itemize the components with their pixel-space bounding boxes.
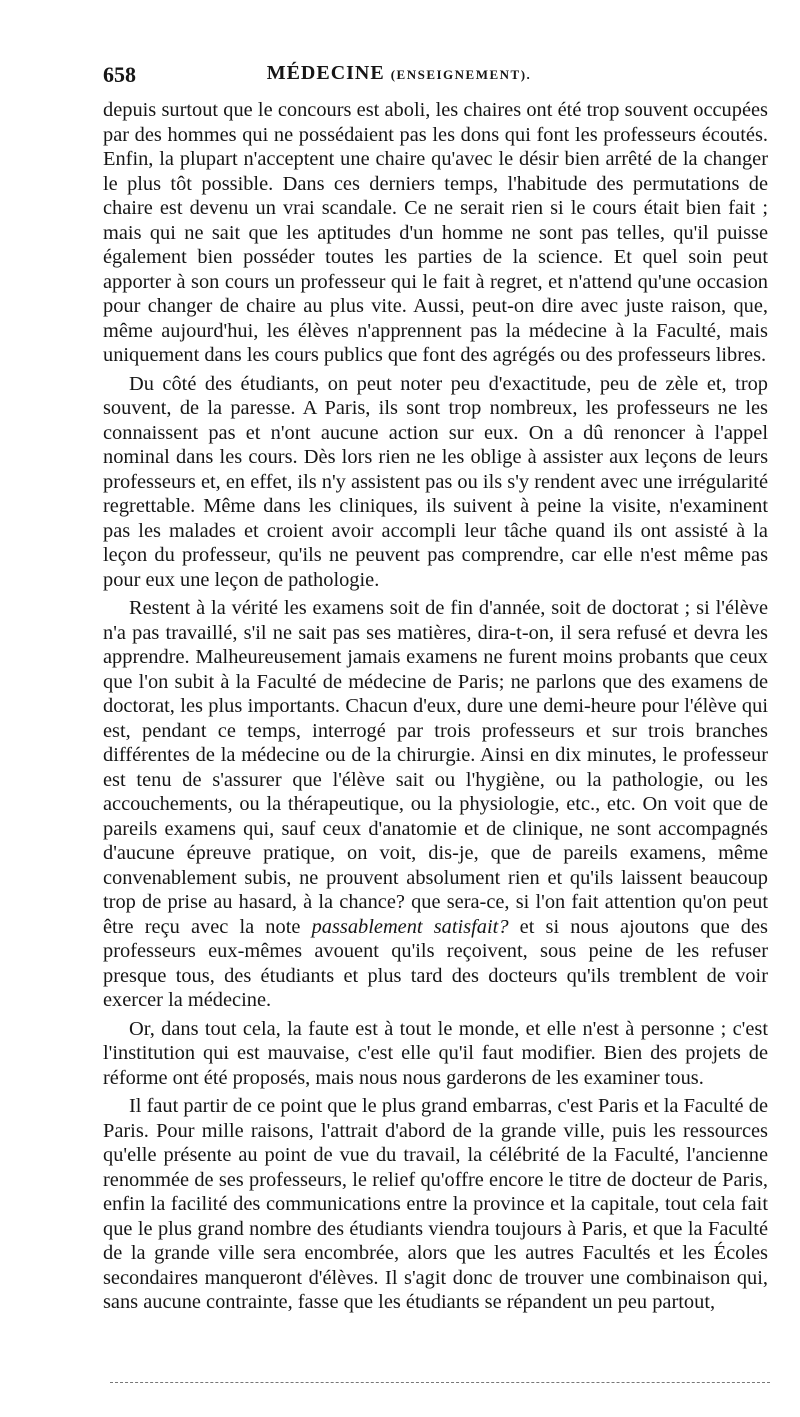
paragraph-5 bbox=[103, 1094, 768, 1315]
paragraph-4 bbox=[103, 1017, 768, 1091]
paragraph-1 bbox=[103, 98, 768, 368]
page-header bbox=[103, 62, 695, 96]
paragraph-text: depuis surtout que le concours est aboli, les chaires ont été trop souvent occupées par des hommes qui ne possédaient pas les dons qui font les professeurs écoutés. Enfin, la plupart n'acceptent une chaire qu'avec le désir bien arrêté de la changer le plus tôt possible. Dans ces derniers temps, l'habitude des permutations de chaire est devenu un vrai scandale. Ce ne serait rien si le cours était bien fait ; mais qui ne sait que les aptitudes d'un homme ne sont pas telles, qu'il puisse également bien posséder toutes les parties de la science. Et quel soin peut apporter à son cours un professeur qui le fait à regret, et n'attend qu'une occasion pour changer de chaire au plus vite. Aussi, peut-on dire avec juste raison, que, même aujourd'hui, les élèves n'apprennent pas la médecine à la Faculté, mais uniquement dans les cours publics que font des agrégés ou des professeurs libres. bbox=[103, 99, 768, 366]
paragraph-text: Du côté des étudiants, on peut noter peu d'exactitude, peu de zèle et, trop souvent, de la paresse. A Paris, ils sont trop nombreux, les professeurs ne les connaissent pas et n'ont aucune action sur eux. On a dû renoncer à l'appel nominal dans les cours. Dès lors rien ne les oblige à assister aux leçons de leurs professeurs et, en effet, ils n'y assistent pas ou ils s'y rendent avec une irrégularité regrettable. Même dans les cliniques, ils suivent à peine la visite, n'examinent pas les malades et croient avoir accompli leur tâche quand ils ont assisté à la leçon du professeur, qu'ils ne peuvent pas comprendre, car elle n'est même pas pour eux une leçon de pathologie. bbox=[103, 372, 768, 591]
paragraph-text: et si nous ajoutons que des professeurs eux-mêmes avouent qu'ils reçoivent, sous peine de les refuser presque tous, des étudiants et plus tard des docteurs qu'ils tremblent de voir exercer la médecine. bbox=[103, 915, 768, 1011]
italic-emphasis: passablement satisfait? bbox=[311, 915, 509, 938]
paragraph-3 bbox=[103, 596, 768, 1013]
footer-rule bbox=[110, 1382, 770, 1383]
paragraph-text: Or, dans tout cela, la faute est à tout le monde, et elle n'est à personne ; c'est l'institution qui est mauvaise, c'est elle qu'il faut modifier. Bien des projets de réforme ont été proposés, mais nous nous garderons de les examiner tous. bbox=[103, 1017, 768, 1089]
running-head-subtitle: (ENSEIGNEMENT). bbox=[390, 67, 532, 82]
paragraph-text: Restent à la vérité les examens soit de fin d'année, soit de doctorat ; si l'élève n'a pas travaillé, s'il ne sait pas ses matières, dira-t-on, il sera refusé et devra les apprendre. Malheureusement jamais examens ne furent moins probants que ceux que l'on subit à la Faculté de médecine de Paris; ne parlons que des examens de doctorat, les plus importants. Chacun d'eux, dure une demi-heure pour l'élève qui est, pendant ce temps, interrogé par trois professeurs et sur trois branches différentes de la médecine ou de la chirurgie. Ainsi en dix minutes, le professeur est tenu de s'assurer que l'élève sait ou l'hygiène, ou la pathologie, ou les accouchements, ou la thérapeutique, ou la physiologie, etc., etc. On voit que de pareils examens qui, sauf ceux d'anatomie et de clinique, ne sont accompagnés d'aucune épreuve pratique, on voit, dis-je, que de pareils examens, même convenablement subis, ne prouvent absolument rien et qu'ils laissent beaucoup trop de prise au hasard, à la chance? que sera-ce, si l'on fait attention qu'on peut être reçu avec la note bbox=[103, 597, 768, 938]
running-head-title: MÉDECINE bbox=[266, 62, 385, 84]
article-body bbox=[103, 98, 768, 1319]
running-head bbox=[103, 62, 695, 85]
paragraph-2 bbox=[103, 372, 768, 593]
paragraph-text: Il faut partir de ce point que le plus grand embarras, c'est Paris et la Faculté de Paris. Pour mille raisons, l'attrait d'abord de la grande ville, puis les ressources qu'elle présente au point de vue du travail, la célébrité de la Faculté, l'ancienne renommée de ses professeurs, le relief qu'offre encore le titre de docteur de Paris, enfin la facilité des communications entre la province et la capitale, tout cela fait que le plus grand nombre des étudiants viendra toujours à Paris, et que la Faculté de la grande ville sera encombrée, alors que les autres Facultés et les Écoles secondaires manqueront d'élèves. Il s'agit donc de trouver une combinaison qui, sans aucune contrainte, fasse que les étudiants se répandent un peu partout, bbox=[103, 1095, 768, 1313]
page-number: 658 bbox=[103, 62, 136, 87]
